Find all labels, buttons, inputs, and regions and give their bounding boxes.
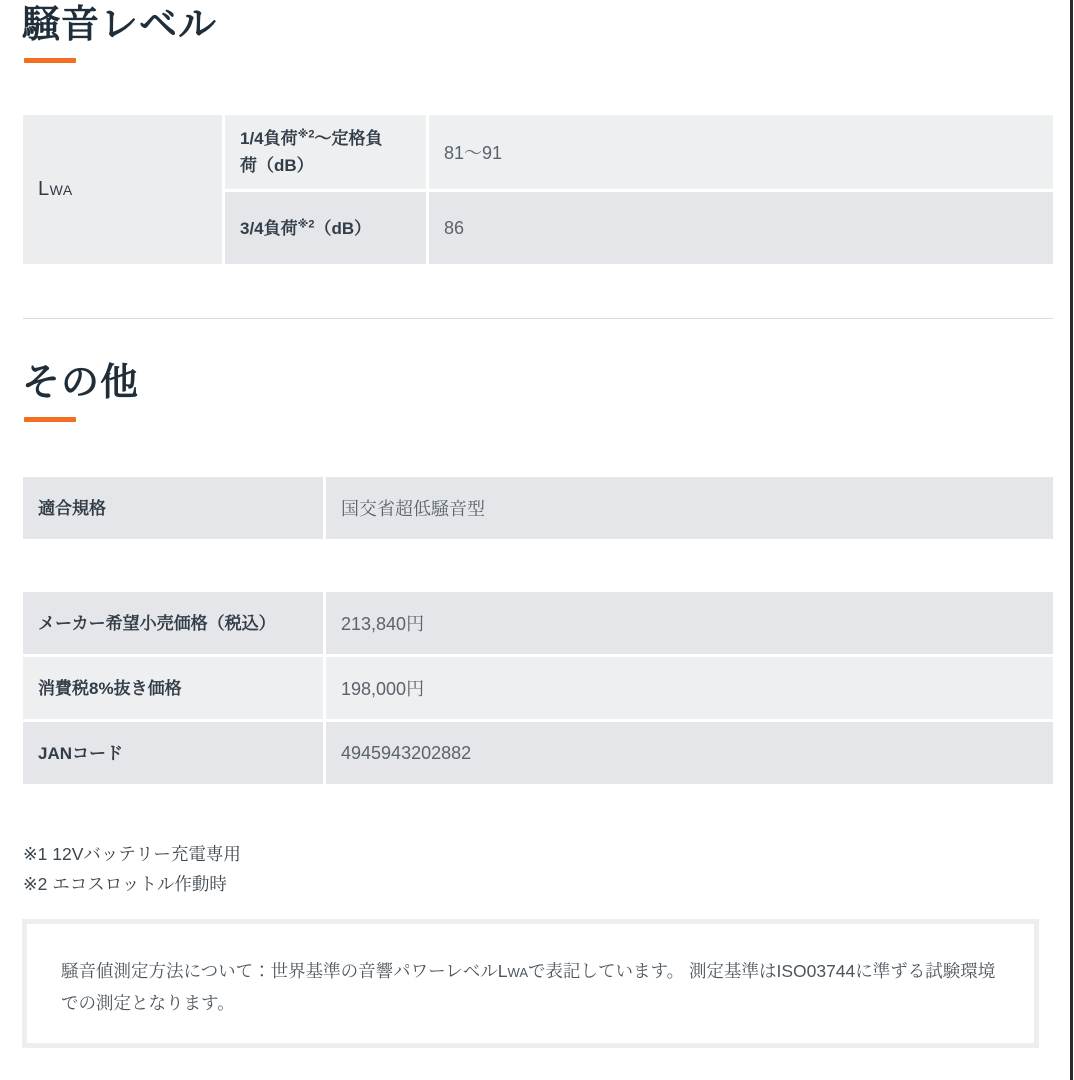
lwa-group-cell [23,115,222,264]
noise-value: 86 [444,217,465,238]
footnotes [23,839,1074,899]
lwa-label-sub: WA [49,181,73,198]
section-divider [23,318,1053,319]
standards-row-label [23,477,323,539]
price-label: メーカー希望小売価格（税込） [38,613,276,633]
price-value: 213,840円 [341,614,425,634]
noise-level-table [23,115,1053,264]
noise-row-value [429,115,1053,189]
lwa-label-main: L [38,178,50,200]
price-value: 4945943202882 [341,742,472,763]
standards-row-value [326,477,1053,539]
price-row-value [326,722,1053,784]
note-lwa-small: WA [507,965,528,980]
footnote-line: ※1 12Vバッテリー充電専用 [23,844,241,864]
standards-value: 国交省超低騒音型 [341,499,485,519]
price-value: 198,000円 [341,679,425,699]
footnote-ref-icon: ※2 [297,128,315,141]
noise-row-value [429,192,1053,264]
price-table [23,592,1053,784]
screenshot-right-edge-line [1070,0,1073,1080]
standards-table [23,477,1053,539]
load-label-suffix: ～定格負荷（dB） [240,129,383,175]
noise-value: 81～91 [444,143,503,163]
noise-row-label [225,192,426,264]
standards-label: 適合規格 [38,498,106,518]
noise-section-title: 騒音レベル [22,4,218,46]
price-row-label [23,657,323,719]
price-row-value [326,592,1053,654]
other-section-title: その他 [22,362,140,404]
note-text-after: で表記しています。 測定基準はISO03744に準ずる試験環境での測定となります。 [61,961,996,1013]
note-text-before: 騒音値測定方法について：世界基準の音響パワーレベルL [61,961,508,981]
price-label: 消費税8%抜き価格 [38,678,182,698]
footnote-ref-icon: ※2 [297,217,315,230]
load-label-prefix: 3/4負荷 [240,218,298,238]
footnote-line: ※2 エコスロットル作動時 [23,874,227,894]
accent-bar [24,58,76,63]
price-label: JANコード [38,743,124,763]
load-label-suffix: （dB） [314,218,372,238]
price-row-value [326,657,1053,719]
noise-row-label [225,115,426,189]
noise-measurement-note-box [22,919,1039,1048]
accent-bar [24,417,76,422]
price-row-label [23,722,323,784]
load-label-prefix: 1/4負荷 [240,129,298,148]
note-text [61,956,1000,1019]
price-row-label [23,592,323,654]
